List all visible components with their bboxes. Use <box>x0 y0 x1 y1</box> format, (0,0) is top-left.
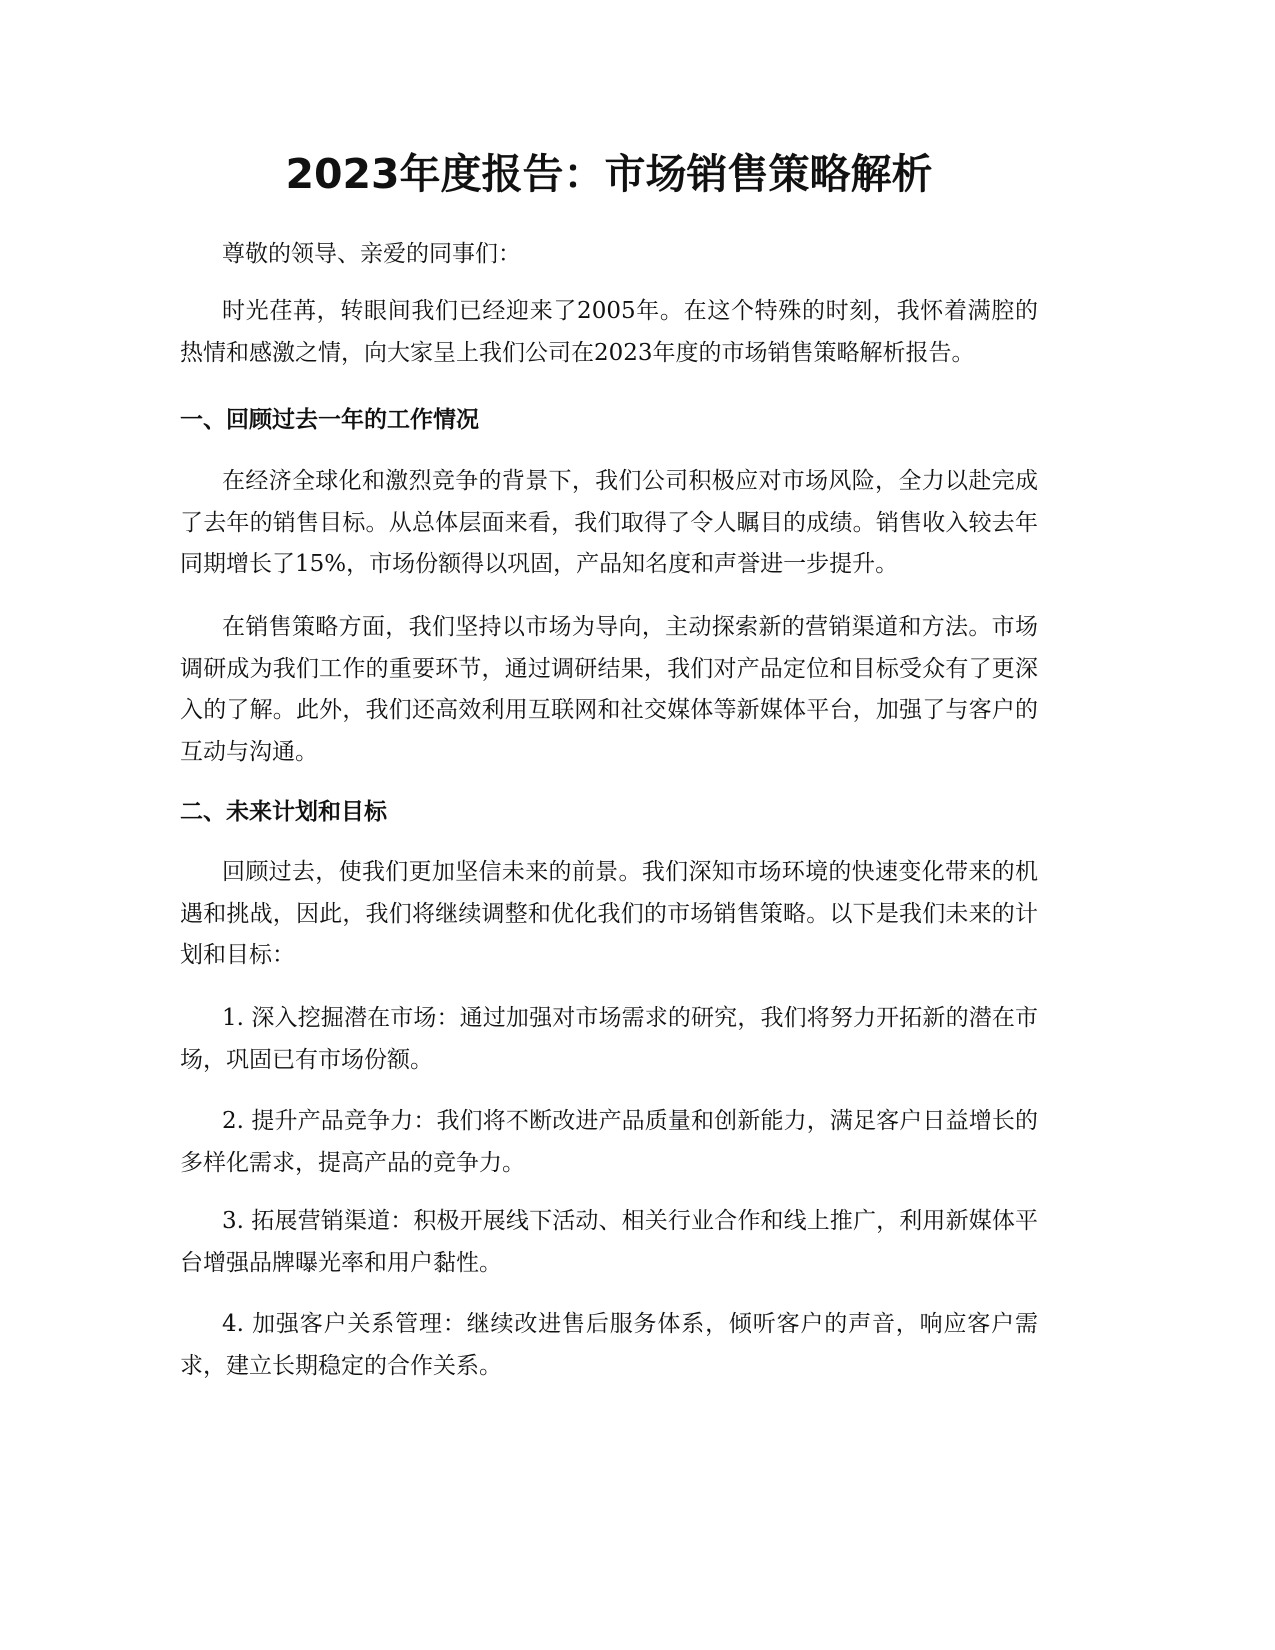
section-1-paragraph-1: 在经济全球化和激烈竞争的背景下，我们公司积极应对市场风险，全力以赴完成了去年的销售目标。从总体层面来看，我们取得了令人瞩目的成绩。销售收入较去年同期增长了15%，市场份额得以巩固，产品知名度和声誉进一步提升。 <box>180 468 1038 577</box>
section-2-intro-paragraph: 回顾过去，使我们更加坚信未来的前景。我们深知市场环境的快速变化带来的机遇和挑战，因此，我们将继续调整和优化我们的市场销售策略。以下是我们未来的计划和目标： <box>180 859 1038 968</box>
list-item-1: 1. 深入挖掘潜在市场：通过加强对市场需求的研究，我们将努力开拓新的潜在市场，巩固已有市场份额。 <box>180 1005 1038 1073</box>
document-title: 2023年度报告：市场销售策略解析 <box>285 150 933 198</box>
list-item-3: 3. 拓展营销渠道：积极开展线下活动、相关行业合作和线上推广，利用新媒体平台增强品牌曝光率和用户黏性。 <box>180 1208 1038 1276</box>
list-item-4: 4. 加强客户关系管理：继续改进售后服务体系，倾听客户的声音，响应客户需求，建立长期稳定的合作关系。 <box>180 1311 1038 1379</box>
list-item-2: 2. 提升产品竞争力：我们将不断改进产品质量和创新能力，满足客户日益增长的多样化需求，提高产品的竞争力。 <box>180 1108 1038 1176</box>
section-2-heading: 二、未来计划和目标 <box>180 799 387 825</box>
section-1-heading: 一、回顾过去一年的工作情况 <box>180 407 479 433</box>
intro-paragraph: 时光荏苒，转眼间我们已经迎来了2005年。在这个特殊的时刻，我怀着满腔的热情和感激之情，向大家呈上我们公司在2023年度的市场销售策略解析报告。 <box>180 298 1038 366</box>
section-1-paragraph-2: 在销售策略方面，我们坚持以市场为导向，主动探索新的营销渠道和方法。市场调研成为我们工作的重要环节，通过调研结果，我们对产品定位和目标受众有了更深入的了解。此外，我们还高效利用互联网和社交媒体等新媒体平台，加强了与客户的互动与沟通。 <box>180 614 1038 765</box>
greeting-paragraph: 尊敬的领导、亲爱的同事们： <box>222 241 521 267</box>
